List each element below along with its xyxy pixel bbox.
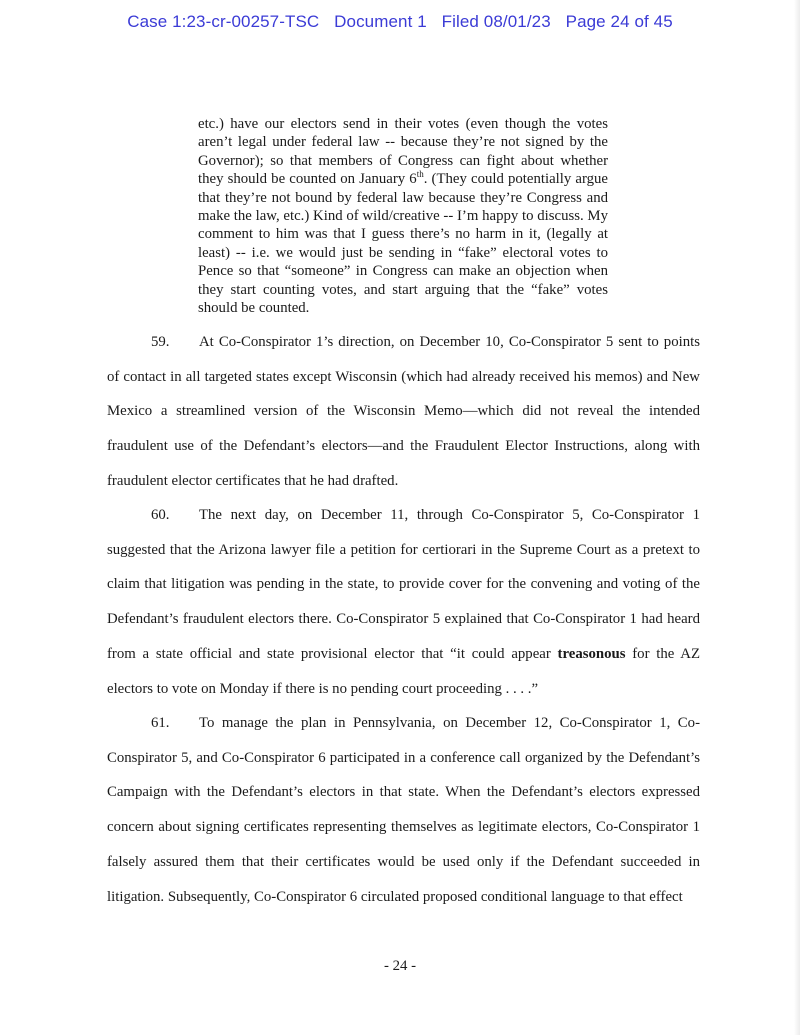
case-number: Case 1:23-cr-00257-TSC bbox=[127, 12, 320, 31]
emphasis-treasonous: treasonous bbox=[557, 645, 626, 662]
paragraph-text-end: for the AZ electors to vote on Monday if there is no pending court proceeding . . . .” bbox=[107, 645, 700, 697]
paragraph-number: 61. bbox=[151, 715, 170, 731]
page-edge-shadow bbox=[794, 0, 800, 1035]
paragraph-61 bbox=[107, 706, 700, 914]
quote-text-1: etc.) have our electors send in their votes (even though the votes aren’t legal under federal law -- because they’re not signed by the Governor); so that members of Congress can fight about whether they should be counted on January 6 bbox=[198, 116, 608, 188]
paragraph-number: 59. bbox=[151, 334, 170, 350]
case-header bbox=[0, 12, 800, 32]
page-footer: - 24 - bbox=[383, 958, 417, 974]
paragraph-59 bbox=[107, 325, 700, 499]
filed-date: Filed 08/01/23 bbox=[441, 12, 551, 31]
page-indicator: Page 24 of 45 bbox=[565, 12, 673, 31]
paragraph-number: 60. bbox=[151, 507, 170, 523]
block-quote bbox=[198, 115, 608, 317]
paragraph-60 bbox=[107, 498, 700, 706]
quote-text-2: . (They could potentially argue that they’re not bound by federal law because they’re Congress and make the law, etc.) Kind of wild/creative -- I’m happy to discuss. My comment to him was that I guess there’s no harm in it, (legally at least) -- i.e. we would just be sending in “fake” electoral votes to Pence so that “someone” in Congress can make an objection when they start counting votes, and start arguing that the “fake” votes should be counted. bbox=[198, 171, 608, 317]
paragraph-text: To manage the plan in Pennsylvania, on December 12, Co-Conspirator 1, Co-Conspirator 5, and Co-Conspirator 6 participated in a conference call organized by the Defendant’s Campaign with the Defendant’s electors in that state. When the Defendant’s electors expressed concern about signing certificates representing themselves as legitimate electors, Co-Conspirator 1 falsely assured them that their certificates would be used only if the Defendant succeeded in litigation. Subsequently, Co-Conspirator 6 circulated proposed conditional language to that effect bbox=[107, 715, 700, 905]
document-number: Document 1 bbox=[334, 12, 427, 31]
quote-superscript: th bbox=[416, 169, 424, 180]
paragraph-text: The next day, on December 11, through Co-Conspirator 5, Co-Conspirator 1 suggested that the Arizona lawyer file a petition for certiorari in the Supreme Court as a pretext to claim that litigation was pending in the state, to provide cover for the convening and voting of the Defendant’s fraudulent electors there. Co-Conspirator 5 explained that Co-Conspirator 1 had heard from a state official and state provisional elector that “it could appear bbox=[107, 507, 700, 662]
paragraph-text: At Co-Conspirator 1’s direction, on December 10, Co-Conspirator 5 sent to points of contact in all targeted states except Wisconsin (which had already received his memos) and New Mexico a streamlined version of the Wisconsin Memo—which did not reveal the intended fraudulent use of the Defendant’s electors—and the Fraudulent Elector Instructions, along with fraudulent elector certificates that he had drafted. bbox=[107, 334, 700, 489]
